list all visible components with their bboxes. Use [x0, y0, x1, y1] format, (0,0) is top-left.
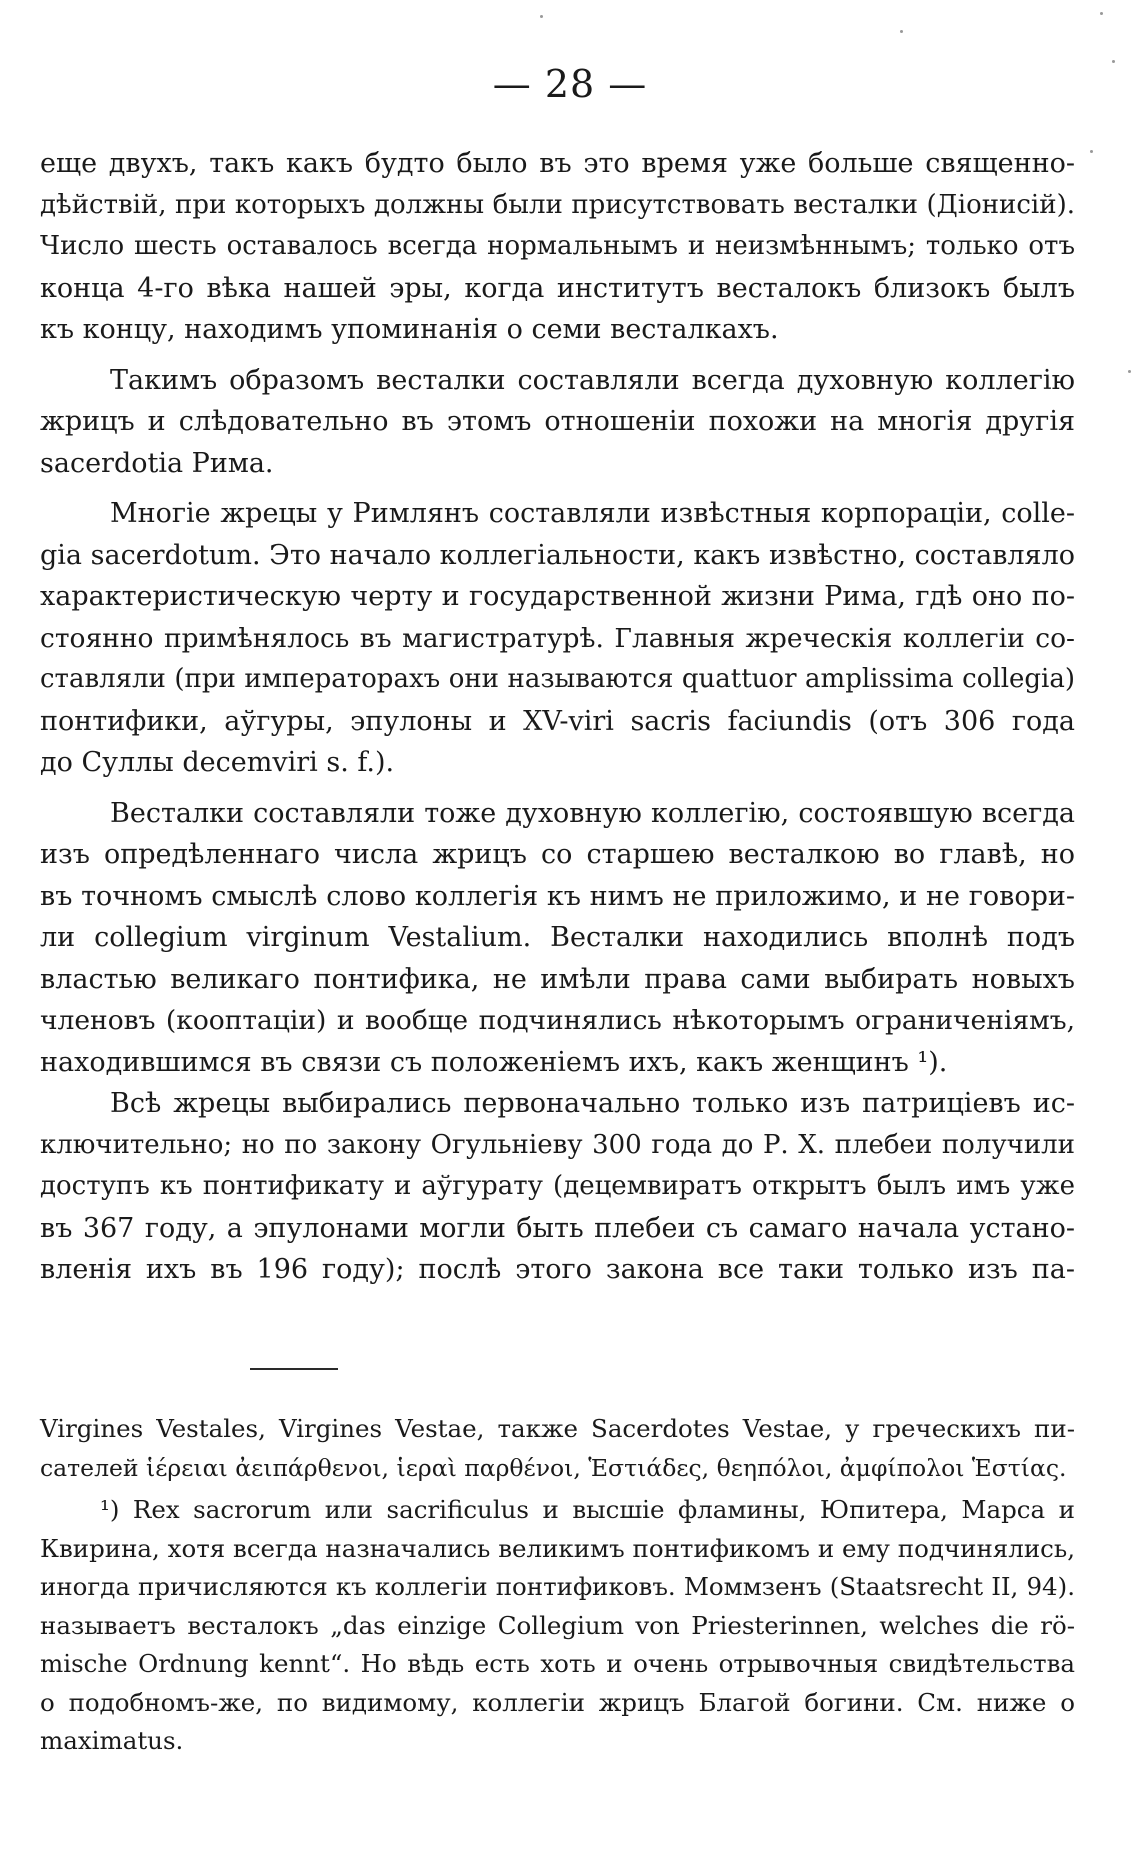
paragraph-1 — [40, 143, 1075, 351]
page-number: — 28 — — [492, 62, 648, 106]
main-text — [40, 143, 1075, 1291]
text-line: понтифики, аўгуры, эпулоны и XV-viri sacris faciundis (отъ 306 года — [40, 705, 1075, 737]
text-line: конца 4-го вѣка нашей эры, когда институтъ весталокъ близокъ былъ — [40, 272, 1075, 304]
paragraph-2 — [40, 360, 1075, 485]
text-line: находившимся въ связи съ положеніемъ ихъ, какъ женщинъ ¹). — [40, 1046, 948, 1078]
paragraph-5 — [40, 1083, 1075, 1291]
paragraph-4 — [40, 793, 1075, 1084]
text-line: ли collegium virginum Vestalium. Весталки находились вполнѣ подъ — [40, 922, 1075, 953]
footnote-line: Квирина, хотя всегда назначались великимъ понтификомъ и ему подчинялись, — [40, 1533, 1075, 1563]
scan-speck — [1090, 150, 1093, 153]
footnote-line: называетъ весталокъ „das einzige Collegium von Priesterinnen, welches die rö- — [40, 1610, 1075, 1640]
footnote-1 — [40, 1491, 1075, 1761]
text-line: Многіе жрецы у Римлянъ составляли извѣстныя корпораціи, colle- — [110, 498, 1075, 529]
text-line: Число шесть оставалось всегда нормальнымъ и неизмѣннымъ; только отъ — [40, 231, 1075, 261]
text-line: дѣйствій, при которыхъ должны были присутствовать весталки (Діонисій). — [40, 189, 1075, 220]
scan-speck — [1100, 12, 1103, 15]
footnote-line: maximatus. — [40, 1726, 184, 1755]
footnote-line: сателей ἱέρειαι ἀειπάρθενοι, ἱεραὶ παρθένοι, Ἑστιάδες, θεηπόλοι, ἀμφίπολοι Ἑστίας. — [40, 1453, 1067, 1482]
footnote-line: Virgines Vestales, Virgines Vestae, также Sacerdotes Vestae, у греческихъ пи- — [40, 1414, 1075, 1443]
text-line: sacerdotia Рима. — [40, 447, 274, 479]
text-line: ставляли (при императорахъ они называются quattuor amplissima collegia) — [40, 664, 1075, 694]
scan-speck — [540, 15, 543, 18]
text-line: Всѣ жрецы выбирались первоначально только изъ патриціевъ ис- — [110, 1088, 1075, 1119]
text-line: Весталки составляли тоже духовную коллегію, состоявшую всегда — [110, 797, 1075, 829]
scan-speck — [1112, 60, 1115, 63]
footnote-line: о подобномъ-же, по видимому, коллегіи жрицъ Благой богини. См. ниже о — [40, 1687, 1075, 1717]
paragraph-3 — [40, 493, 1075, 784]
scan-speck — [900, 30, 903, 33]
text-line: въ точномъ смыслѣ слово коллегія къ нимъ не приложимо, и не говори- — [40, 880, 1075, 912]
text-line: властью великаго понтифика, не имѣли права сами выбирать новыхъ — [40, 963, 1075, 995]
footnote-line: ¹) Rex sacrorum или sacrificulus и высшіе фламины, Юпитера, Марса и — [100, 1495, 1075, 1524]
text-line: жрицъ и слѣдовательно въ этомъ отношеніи похожи на многія другія — [40, 406, 1075, 437]
scan-speck — [1128, 370, 1131, 373]
footnote-line: mische Ordnung kennt“. Но вѣдь есть хоть и очень отрывочныя свидѣтельства — [40, 1649, 1075, 1678]
text-line: въ 367 году, а эпулонами могли быть плебеи съ самаго начала устано- — [40, 1212, 1075, 1244]
text-line: стоянно примѣнялось въ магистратурѣ. Главныя жреческія коллегіи со- — [40, 622, 1075, 654]
footnote-vestales — [40, 1410, 1075, 1487]
text-line: къ концу, находимъ упоминанія о семи весталкахъ. — [40, 314, 779, 345]
text-line: Такимъ образомъ весталки составляли всегда духовную коллегію — [110, 364, 1075, 396]
text-line: еще двухъ, такъ какъ будто было въ это время уже больше священно- — [40, 148, 1075, 179]
text-line: до Суллы decemviri s. f.). — [40, 747, 395, 778]
footnotes — [40, 1410, 1075, 1761]
text-line: gia sacerdotum. Это начало коллегіальности, какъ извѣстно, составляло — [40, 539, 1075, 571]
text-line: членовъ (кооптаціи) и вообще подчинялись нѣкоторымъ ограниченіямъ, — [40, 1005, 1075, 1036]
text-line: доступъ къ понтификату и аўгурату (децемвиратъ открытъ былъ имъ уже — [40, 1171, 1075, 1201]
text-line: изъ опредѣленнаго числа жрицъ со старшею весталкою во главѣ, но — [40, 839, 1075, 870]
footnote-separator — [250, 1368, 338, 1370]
text-line: характеристическую черту и государственной жизни Рима, гдѣ оно по- — [40, 581, 1075, 612]
footnote-line: иногда причисляются къ коллегіи понтификовъ. Моммзенъ (Staatsrecht II, 94). — [40, 1572, 1075, 1601]
text-line: ключительно; но по закону Огульніеву 300 года до Р. Х. плебеи получили — [40, 1129, 1075, 1160]
text-line: вленія ихъ въ 196 году); послѣ этого закона все таки только изъ па- — [40, 1254, 1075, 1285]
